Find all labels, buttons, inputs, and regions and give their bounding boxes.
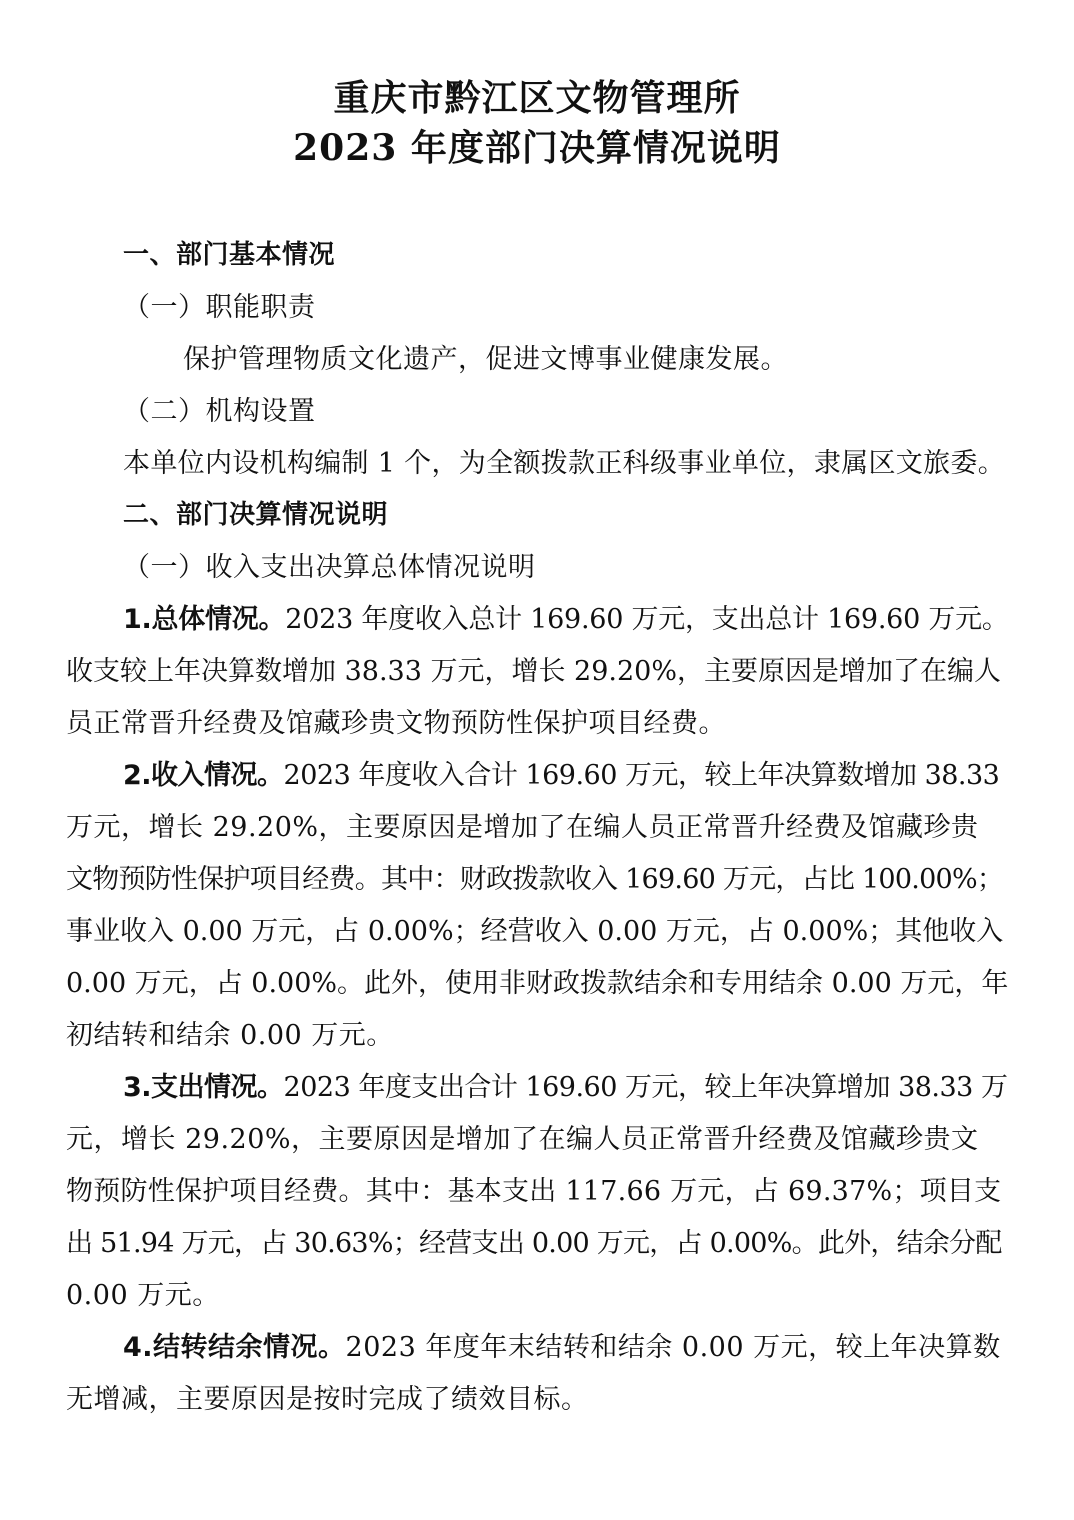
paragraph-income-line6: 初结转和结余 0.00 万元。 (66, 1020, 394, 1051)
section1-sub1-text: 保护管理物质文化遗产，促进文博事业健康发展。 (183, 344, 788, 375)
document-title-line2: 2023 年度部门决算情况说明 (293, 127, 781, 169)
paragraph-income-line5: 0.00 万元，占 0.00%。此外，使用非财政拨款结余和专用结余 0.00 万元，年 (66, 968, 1009, 999)
paragraph-expense-line3: 物预防性保护项目经费。其中：基本支出 117.66 万元，占 69.37%；项目支 (66, 1176, 1002, 1207)
paragraph-income-label: 2.收入情况。 (123, 760, 284, 791)
paragraph-overall-line1 (123, 606, 1009, 633)
section2-sub1-heading: （一）收入支出决算总体情况说明 (123, 552, 536, 583)
paragraph-overall-line3: 员正常晋升经费及馆藏珍贵文物预防性保护项目经费。 (66, 708, 726, 739)
paragraph-overall-text: 2023 年度收入总计 169.60 万元，支出总计 169.60 万元。 (285, 604, 1009, 635)
section1-sub2-heading: （二）机构设置 (123, 396, 316, 427)
paragraph-expense-text: 2023 年度支出合计 169.60 万元，较上年决算增加 38.33 万 (283, 1072, 1008, 1103)
paragraph-overall-label: 1.总体情况。 (123, 604, 286, 635)
section1-sub2-text: 本 单 位 内 设 机 构 编 制 1 个 ， 为 全 额 拨 款 正 科 级 事 业 单 位 ， 隶 属 区 文 旅 委 。 (123, 448, 1005, 479)
paragraph-expense-line2: 元，增长 29.20%，主要原因是增加了在编人员正常晋升经费及馆藏珍贵文 (66, 1124, 979, 1155)
paragraph-carryover-line1 (123, 1334, 1001, 1361)
paragraph-carryover-line2: 无增减，主要原因是按时完成了绩效目标。 (66, 1384, 589, 1415)
paragraph-income-line1 (123, 762, 999, 789)
paragraph-expense-label: 3.支出情况。 (123, 1072, 284, 1103)
paragraph-income-line4: 事业收入 0.00 万元，占 0.00%；经营收入 0.00 万元，占 0.00%；其他收入 (66, 916, 1004, 947)
paragraph-expense-line1 (123, 1074, 1007, 1101)
paragraph-income-line2: 万元，增长 29.20%，主要原因是增加了在编人员正常晋升经费及馆藏珍贵 (66, 812, 979, 843)
section1-heading: 一、部门基本情况 (123, 240, 336, 270)
document-title-line1: 重庆市黔江区文物管理所 (333, 77, 741, 119)
section2-heading: 二、部门决算情况说明 (123, 500, 389, 530)
section1-sub1-heading: （一）职能职责 (123, 292, 316, 323)
paragraph-income-line3: 文物预防性保护项目经费。其中：财政拨款收入 169.60 万元，占比 100.00%； (66, 864, 1004, 895)
paragraph-expense-line4: 出 51.94 万元，占 30.63%；经营支出 0.00 万元，占 0.00%。此外，结余分配 (66, 1228, 1002, 1259)
paragraph-carryover-text: 2023 年度年末结转和结余 0.00 万元，较上年决算数 (345, 1332, 1001, 1363)
paragraph-income-text: 2023 年度收入合计 169.60 万元，较上年决算数增加 38.33 (283, 760, 1000, 791)
paragraph-carryover-label: 4.结转结余情况。 (123, 1332, 346, 1363)
paragraph-expense-line5: 0.00 万元。 (66, 1280, 220, 1311)
paragraph-overall-line2: 收支较上年决算数增加 38.33 万元，增长 29.20%，主要原因是增加了在编人 (66, 656, 1001, 687)
